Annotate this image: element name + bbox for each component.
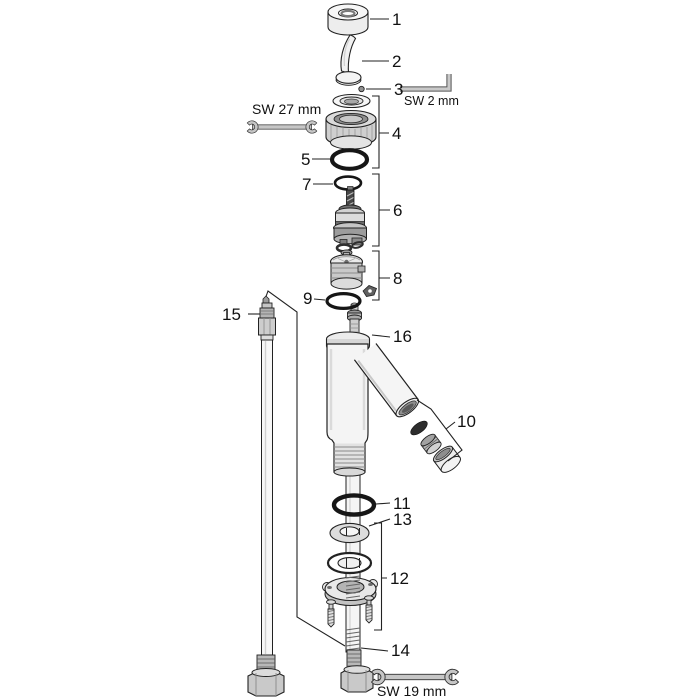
part-label-4: 4 <box>392 124 402 143</box>
part-label-12: 12 <box>390 569 409 588</box>
part-13-washer <box>330 523 369 542</box>
part-label-1: 1 <box>392 10 402 29</box>
part-label-2: 2 <box>392 52 402 71</box>
tool-label-sw27: SW 27 mm <box>252 101 322 117</box>
part-label-5: 5 <box>301 150 311 169</box>
tool-label-sw19: SW 19 mm <box>377 683 447 699</box>
part-label-10: 10 <box>457 412 476 431</box>
part-label-11: 11 <box>393 494 411 513</box>
part-label-14: 14 <box>391 641 410 660</box>
part-3-set-screw <box>359 86 364 91</box>
mounting-stud-left <box>327 600 336 627</box>
part-label-15: 15 <box>222 305 241 324</box>
part-label-3: 3 <box>394 80 404 99</box>
part-label-7: 7 <box>302 175 312 194</box>
part-label-13: 13 <box>393 510 412 529</box>
part-label-6: 6 <box>393 201 403 220</box>
part-label-9: 9 <box>303 289 313 308</box>
part-label-8: 8 <box>393 269 403 288</box>
tool-label-sw2: SW 2 mm <box>404 94 459 108</box>
mounting-stud-right <box>365 596 374 623</box>
part-label-16: 16 <box>393 327 412 346</box>
part-4-escutcheon-collar <box>326 95 376 150</box>
part-1-handle-cap <box>328 4 368 35</box>
